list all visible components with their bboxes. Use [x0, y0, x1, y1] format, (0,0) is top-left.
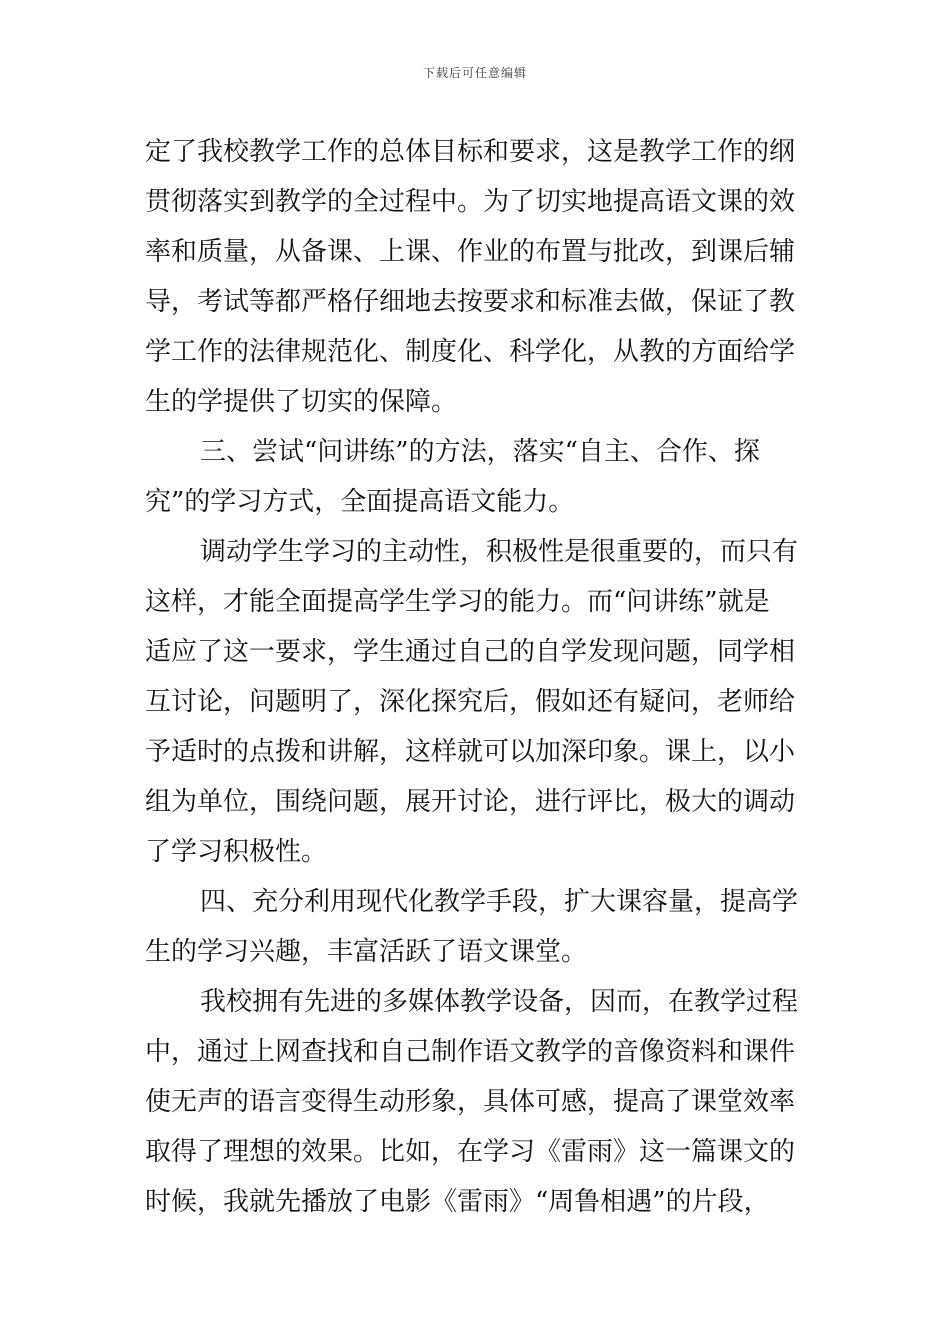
section-heading-line: 四、充分利用现代化教学手段，扩大课容量，提高学 [200, 887, 799, 917]
text-line: 学工作的法律规范化、制度化、科学化，从教的方面给学 [145, 337, 796, 367]
text-line: 这样，才能全面提高学生学习的能力。而“问讲练”就是 [145, 587, 770, 617]
section-heading-line: 三、尝试“问讲练”的方法，落实“自主、合作、探 [200, 437, 760, 467]
text-line: 定了我校教学工作的总体目标和要求，这是教学工作的纲 [145, 137, 796, 167]
text-line: 导，考试等都严格仔细地去按要求和标准去做，保证了教 [145, 287, 796, 317]
text-line: 使无声的语言变得生动形象，具体可感，提高了课堂效率 [145, 1087, 796, 1117]
document-body [145, 127, 810, 1227]
section-heading-line: 生的学习兴趣，丰富活跃了语文课堂。 [145, 937, 588, 967]
text-line: 适应了这一要求，学生通过自己的自学发现问题，同学相 [145, 637, 796, 667]
text-line: 生的学提供了切实的保障。 [145, 387, 458, 417]
text-line: 互讨论，问题明了，深化探究后，假如还有疑问，老师给 [145, 687, 796, 717]
text-line: 我校拥有先进的多媒体教学设备，因而，在教学过程 [200, 987, 799, 1017]
section-heading-line: 究”的学习方式，全面提高语文能力。 [145, 487, 575, 517]
text-line: 率和质量，从备课、上课、作业的布置与批改，到课后辅 [145, 237, 796, 267]
text-line: 取得了理想的效果。比如，在学习《雷雨》这一篇课文的 [145, 1137, 796, 1167]
text-line: 调动学生学习的主动性，积极性是很重要的，而只有 [200, 537, 799, 567]
text-line: 组为单位，围绕问题，展开讨论，进行评比，极大的调动 [145, 787, 796, 817]
text-line: 予适时的点拨和讲解，这样就可以加深印象。课上，以小 [145, 737, 796, 767]
page-header: 下载后可任意编辑 [422, 66, 527, 80]
text-line: 中，通过上网查找和自己制作语文教学的音像资料和课件 [145, 1037, 796, 1067]
text-line: 贯彻落实到教学的全过程中。为了切实地提高语文课的效 [145, 187, 796, 217]
text-line: 时候，我就先播放了电影《雷雨》“周鲁相遇”的片段， [145, 1187, 770, 1217]
text-line: 了学习积极性。 [145, 837, 328, 867]
